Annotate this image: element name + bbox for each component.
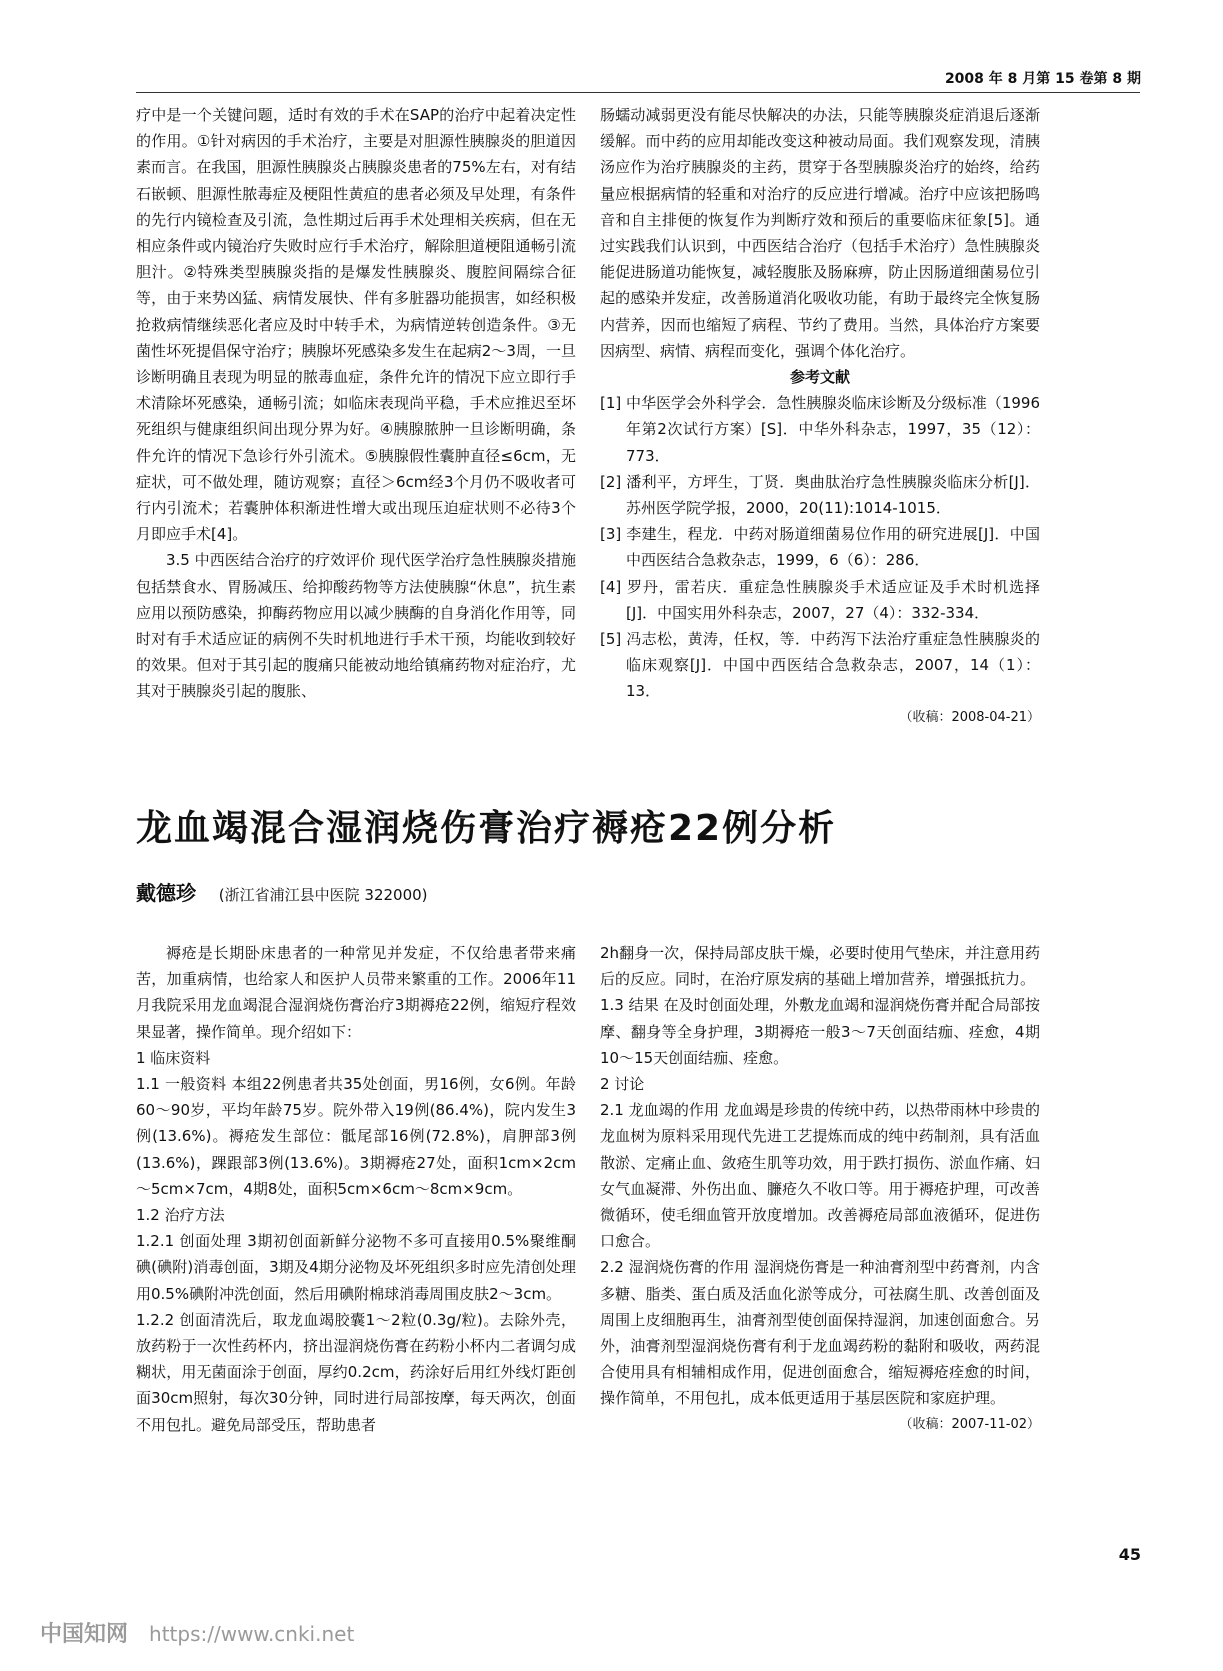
watermark xyxy=(40,1617,354,1648)
section-heading: 1.2 治疗方法 xyxy=(136,1206,225,1225)
reference-item: [1] 中华医学会外科学会．急性胰腺炎临床诊断及分级标准（1996年第2次试行方案）[S]．中华外科杂志，1997，35（12）：773． xyxy=(600,394,1040,465)
paragraph: 3.5 中西医结合治疗的疗效评价 现代医学治疗急性胰腺炎措施包括禁食水、胃肠减压、给抑酸药物等方法使胰腺“休息”，抗生素应用以预防感染，抑酶药物应用以减少胰酶的自身消化作用等，同时对有手术适应证的病例不失时机地进行手术干预，均能收到较好的效果。但对于其引起的腹痛只能被动地给镇痛药物对症治疗，尤其对于胰腺炎引起的腹胀、 xyxy=(136,551,576,701)
header-rule xyxy=(136,92,1140,93)
affiliation: (浙江省浦江县中医院 322000) xyxy=(218,886,428,904)
paragraph: 2.1 龙血竭的作用 龙血竭是珍贵的传统中药，以热带雨林中珍贵的龙血树为原料采用现代先进工艺提炼而成的纯中药制剂，具有活血散淤、定痛止血、敛疮生肌等功效，用于跌打损伤、淤血作痛、妇女气血凝滞、外伤出血、臁疮久不收口等。用于褥疮护理，可改善微循环，使毛细血管开放度增加。改善褥疮局部血液循环，促进伤口愈合。 xyxy=(600,1101,1040,1251)
reference-item: [2] 潘利平，方坪生，丁贤．奥曲肽治疗急性胰腺炎临床分析[J]．苏州医学院学报，2000，20(11):1014-1015． xyxy=(600,472,1040,518)
cnki-url: https://www.cnki.net xyxy=(149,1622,355,1646)
section-heading: 1 临床资料 xyxy=(136,1048,211,1067)
byline xyxy=(136,877,428,906)
received-date: （收稿：2008-04-21） xyxy=(899,709,1040,725)
prev-article-left-column xyxy=(136,102,576,705)
paragraph: 1.2.1 创面处理 3期初创面新鲜分泌物不多可直接用0.5%聚维酮碘(碘附)消毒创面，3期及4期分泌物及坏死组织多时应先清创处理用0.5%碘附冲洗创面，然后用碘附棉球消毒周围皮肤2～3cm。 xyxy=(136,1232,576,1303)
paragraph: 1.1 一般资料 本组22例患者共35处创面，男16例，女6例。年龄60～90岁，平均年龄75岁。院外带入19例(86.4%)，院内发生3例(13.6%)。褥疮发生部位：骶尾部16例(72.8%)，肩胛部3例(13.6%)，踝跟部3例(13.6%)。3期褥疮27处，面积1cm×2cm～5cm×7cm，4期8处，面积5cm×6cm～8cm×9cm。 xyxy=(136,1075,576,1198)
paragraph: 1.3 结果 在及时创面处理，外敷龙血竭和湿润烧伤膏并配合局部按摩、翻身等全身护理，3期褥疮一般3～7天创面结痂、痊愈，4期10～15天创面结痂、痊愈。 xyxy=(600,996,1040,1067)
author: 戴德珍 xyxy=(136,881,196,905)
running-header: 2008 年 8 月第 15 卷第 8 期 xyxy=(944,71,1141,87)
paragraph: 肠蠕动减弱更没有能尽快解决的办法，只能等胰腺炎症消退后逐渐缓解。而中药的应用却能改变这种被动局面。我们观察发现，清胰汤应作为治疗胰腺炎的主药，贯穿于各型胰腺炎治疗的始终，给药量应根据病情的轻重和对治疗的反应进行增减。治疗中应该把肠鸣音和自主排便的恢复作为判断疗效和预后的重要临床征象[5]。通过实践我们认识到，中西医结合治疗（包括手术治疗）急性胰腺炎能促进肠道功能恢复，减轻腹胀及肠麻痹，防止因肠道细菌易位引起的感染并发症，改善肠道消化吸收功能，有助于最终完全恢复肠内营养，因而也缩短了病程、节约了费用。当然，具体治疗方案要因病型、病情、病程而变化，强调个体化治疗。 xyxy=(600,106,1040,360)
reference-item: [4] 罗丹，雷若庆．重症急性胰腺炎手术适应证及手术时机选择[J]．中国实用外科杂志，2007，27（4）：332-334． xyxy=(600,577,1040,622)
references-title: 参考文献 xyxy=(789,368,850,387)
reference-item: [5] 冯志松，黄涛，任权，等．中药泻下法治疗重症急性胰腺炎的临床观察[J]．中国中西医结合急救杂志，2007，14（1）：13． xyxy=(600,630,1040,701)
paragraph: 褥疮是长期卧床患者的一种常见并发症，不仅给患者带来痛苦，加重病情，也给家人和医护人员带来繁重的工作。2006年11月我院采用龙血竭混合湿润烧伤膏治疗3期褥疮22例，缩短疗程效果显著，操作简单。现介绍如下： xyxy=(136,944,576,1041)
article-title: 龙血竭混合湿润烧伤膏治疗褥疮22例分析 xyxy=(136,808,837,849)
article-left-column xyxy=(136,940,576,1438)
cnki-logo: 中国知网 xyxy=(40,1622,129,1647)
prev-article-right-column xyxy=(600,102,1040,731)
reference-item: [3] 李建生，程龙．中药对肠道细菌易位作用的研究进展[J]．中国中西医结合急救杂志，1999，6（6）：286． xyxy=(600,525,1040,570)
paragraph: 2.2 湿润烧伤膏的作用 湿润烧伤膏是一种油膏剂型中药膏剂，内含多糖、脂类、蛋白质及活血化淤等成分，可祛腐生肌、改善创面及周围上皮细胞再生，油膏剂型使创面保持湿润，加速创面愈合。另外，油膏剂型湿润烧伤膏有利于龙血竭药粉的黏附和吸收，两药混合使用具有相辅相成作用，促进创面愈合，缩短褥疮痊愈的时间，操作简单，不用包扎，成本低更适用于基层医院和家庭护理。 xyxy=(600,1258,1040,1408)
page-number: 45 xyxy=(1118,1545,1141,1564)
section-heading: 2 讨论 xyxy=(600,1075,645,1094)
paragraph: 1.2.2 创面清洗后，取龙血竭胶囊1～2粒(0.3g/粒)。去除外壳，放药粉于一次性药杯内，挤出湿润烧伤膏在药粉小杯内二者调匀成糊状，用无菌面涂于创面，厚约0.2cm，药涂好后用红外线灯距创面30cm照射，每次30分钟，同时进行局部按摩，每天两次，创面不用包扎。避免局部受压，帮助患者 xyxy=(136,1310,576,1434)
article-right-column xyxy=(600,940,1040,1438)
paragraph: 2h翻身一次，保持局部皮肤干燥，必要时使用气垫床，并注意用药后的反应。同时，在治疗原发病的基础上增加营养，增强抵抗力。 xyxy=(600,944,1040,989)
paragraph: 疗中是一个关键问题，适时有效的手术在SAP的治疗中起着决定性的作用。①针对病因的手术治疗，主要是对胆源性胰腺炎的胆道因素而言。在我国，胆源性胰腺炎占胰腺炎患者的75%左右，对有结石嵌顿、胆源性脓毒症及梗阻性黄疸的患者必须及早处理，有条件的先行内镜检查及引流，急性期过后再手术处理相关疾病，但在无相应条件或内镜治疗失败时应行手术治疗，解除胆道梗阻通畅引流胆汁。②特殊类型胰腺炎指的是爆发性胰腺炎、腹腔间隔综合征等，由于来势凶猛、病情发展快、伴有多脏器功能损害，如经积极抢救病情继续恶化者应及时中转手术，为病情逆转创造条件。③无菌性坏死提倡保守治疗；胰腺坏死感染多发生在起病2～3周，一旦诊断明确且表现为明显的脓毒血症，条件允许的情况下应立即行手术清除坏死感染，通畅引流；如临床表现尚平稳，手术应推迟至坏死组织与健康组织间出现分界为好。④胰腺脓肿一旦诊断明确，条件允许的情况下急诊行外引流术。⑤胰腺假性囊肿直径≤6cm，无症状，可不做处理，随访观察；直径＞6cm经3个月仍不吸收者可行内引流术；若囊肿体积渐进性增大或出现压迫症状则不必待3个月即应手术[4]。 xyxy=(136,106,576,544)
received-date: （收稿：2007-11-02） xyxy=(899,1416,1040,1432)
